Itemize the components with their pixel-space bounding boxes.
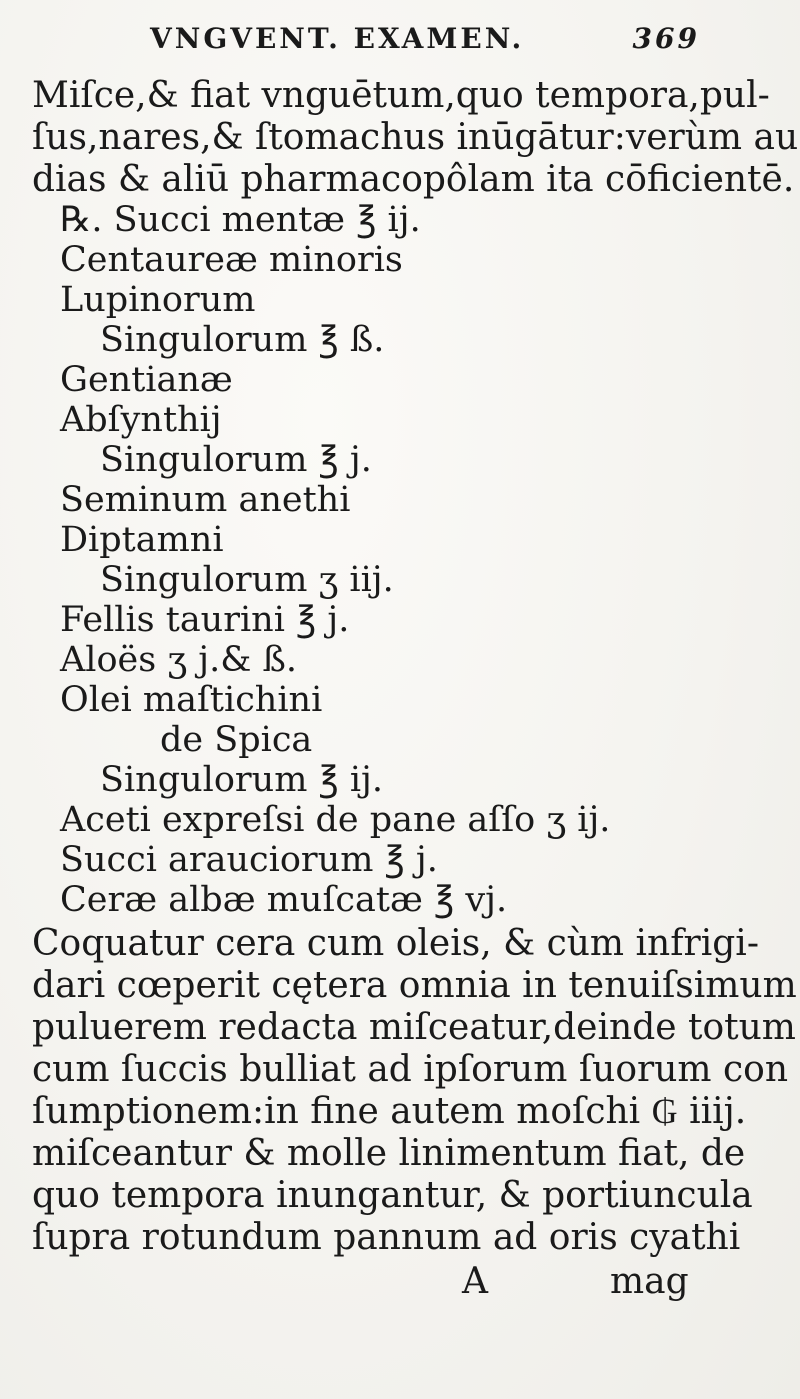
recipe-line: Fellis taurini ℥ j. [60, 600, 350, 640]
recipe-line: Singulorum ʒ iij. [100, 560, 394, 600]
recipe-line: ℞. Succi mentæ ℥ ij. [60, 200, 421, 240]
recipe-line: Singulorum ℥ j. [100, 440, 372, 480]
text-line: Coquatur cera cum oleis, & cùm infrigi- [32, 923, 759, 964]
recipe-line: Aceti expreſsi de pane aſſo ʒ ij. [60, 800, 611, 840]
text-line: Miſce,& fiat vnguētum,quo tempora,pul- [32, 75, 770, 116]
text-line: ſus,nares,& ſtomachus inūgātur:verùm au [32, 117, 799, 158]
recipe-line: Diptamni [60, 520, 224, 560]
text-line: cum ſuccis bulliat ad ipſorum ſuorum con [32, 1049, 788, 1090]
text-line: puluerem redacta miſceatur,deinde totum [32, 1007, 796, 1048]
page-header [150, 22, 760, 70]
recipe-line: Gentianæ [60, 360, 233, 400]
recipe-line: de Spica [160, 720, 313, 760]
recipe-line: Aloës ʒ j.& ß. [60, 640, 297, 680]
text-line: dari cœperit cętera omnia in tenuiſsimum [32, 965, 797, 1006]
recipe-line: Succi arauciorum ℥ j. [60, 840, 438, 880]
running-title: VNGVENT. EXAMEN. [150, 22, 525, 55]
text-line: quo tempora inungantur, & portiuncula [32, 1175, 753, 1216]
text-line: dias & aliū pharmacopôlam ita cōficientē. [32, 159, 795, 200]
text-line: ſumptionem:in fine autem moſchi ₲ iiij. [32, 1091, 747, 1132]
recipe-line: Centaureæ minoris [60, 240, 403, 280]
text-line: miſceantur & molle linimentum fiat, de [32, 1133, 746, 1174]
recipe-line: Lupinorum [60, 280, 256, 320]
text-line: ſupra rotundum pannum ad oris cyathi [32, 1217, 741, 1258]
catchword: mag [610, 1261, 689, 1302]
recipe-line: Singulorum ℥ ij. [100, 760, 384, 800]
recipe-line: Abſynthij [60, 400, 222, 440]
signature-mark: A [462, 1261, 488, 1302]
recipe-line: Olei maſtichini [60, 680, 323, 720]
page-number: 369 [632, 22, 700, 55]
recipe-line: Singulorum ℥ ß. [100, 320, 385, 360]
recipe-line: Ceræ albæ muſcatæ ℥ vj. [60, 880, 508, 920]
recipe-line: Seminum anethi [60, 480, 351, 520]
